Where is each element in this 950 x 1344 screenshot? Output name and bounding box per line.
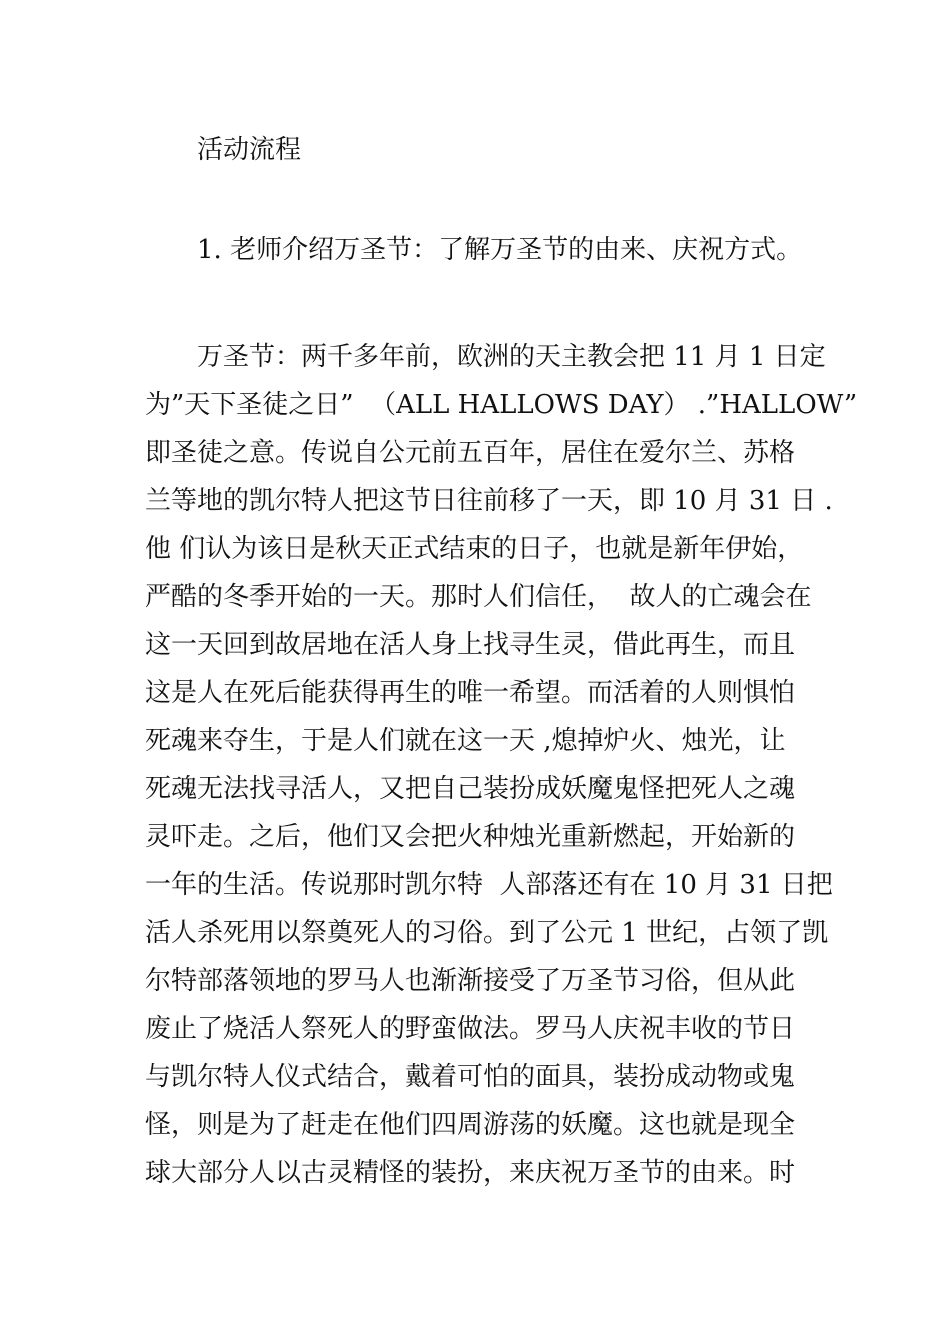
paragraph-line: 灵吓走。之后，他们又会把火种烛光重新燃起，开始新的 — [145, 822, 796, 852]
paragraph-line: 为”天下圣徒之日” （ALL HALLOWS DAY） .”HALLOW” — [145, 390, 858, 420]
paragraph-line: 严酷的冬季开始的一天。那时人们信任， 故人的亡魂会在 — [145, 582, 812, 612]
paragraph-line: 尔特部落领地的罗马人也渐渐接受了万圣节习俗，但从此 — [145, 966, 796, 996]
paragraph-line: 他 们认为该日是秋天正式结束的日子，也就是新年伊始， — [145, 534, 804, 564]
paragraph-line: 与凯尔特人仪式结合，戴着可怕的面具，装扮成动物或鬼 — [145, 1062, 796, 1092]
paragraph-line: 死魂无法找寻活人，又把自己装扮成妖魔鬼怪把死人之魂 — [145, 774, 796, 804]
paragraph-line: 怪，则是为了赶走在他们四周游荡的妖魔。这也就是现全 — [145, 1110, 796, 1140]
body-paragraph — [145, 333, 858, 1197]
paragraph-line: 这一天回到故居地在活人身上找寻生灵，借此再生，而且 — [145, 630, 796, 660]
list-item-1: 1. 老师介绍万圣节：了解万圣节的由来、庆祝方式。 — [197, 235, 803, 265]
paragraph-line: 球大部分人以古灵精怪的装扮，来庆祝万圣节的由来。时 — [145, 1158, 796, 1188]
paragraph-line: 死魂来夺生，于是人们就在这一天 ,熄掉炉火、烛光，让 — [145, 726, 786, 756]
paragraph-line: 兰等地的凯尔特人把这节日往前移了一天，即 10 月 31 日 . — [145, 486, 833, 516]
paragraph-line: 万圣节：两千多年前，欧洲的天主教会把 11 月 1 日定 — [197, 342, 826, 372]
paragraph-line: 活人杀死用以祭奠死人的习俗。到了公元 1 世纪，占领了凯 — [145, 918, 829, 948]
paragraph-line: 一年的生活。传说那时凯尔特 人部落还有在 10 月 31 日把 — [145, 870, 833, 900]
paragraph-line: 废止了烧活人祭死人的野蛮做法。罗马人庆祝丰收的节日 — [145, 1014, 796, 1044]
section-heading: 活动流程 — [197, 135, 302, 165]
paragraph-line: 这是人在死后能获得再生的唯一希望。而活着的人则惧怕 — [145, 678, 796, 708]
paragraph-line: 即圣徒之意。传说自公元前五百年，居住在爱尔兰、苏格 — [145, 438, 796, 468]
